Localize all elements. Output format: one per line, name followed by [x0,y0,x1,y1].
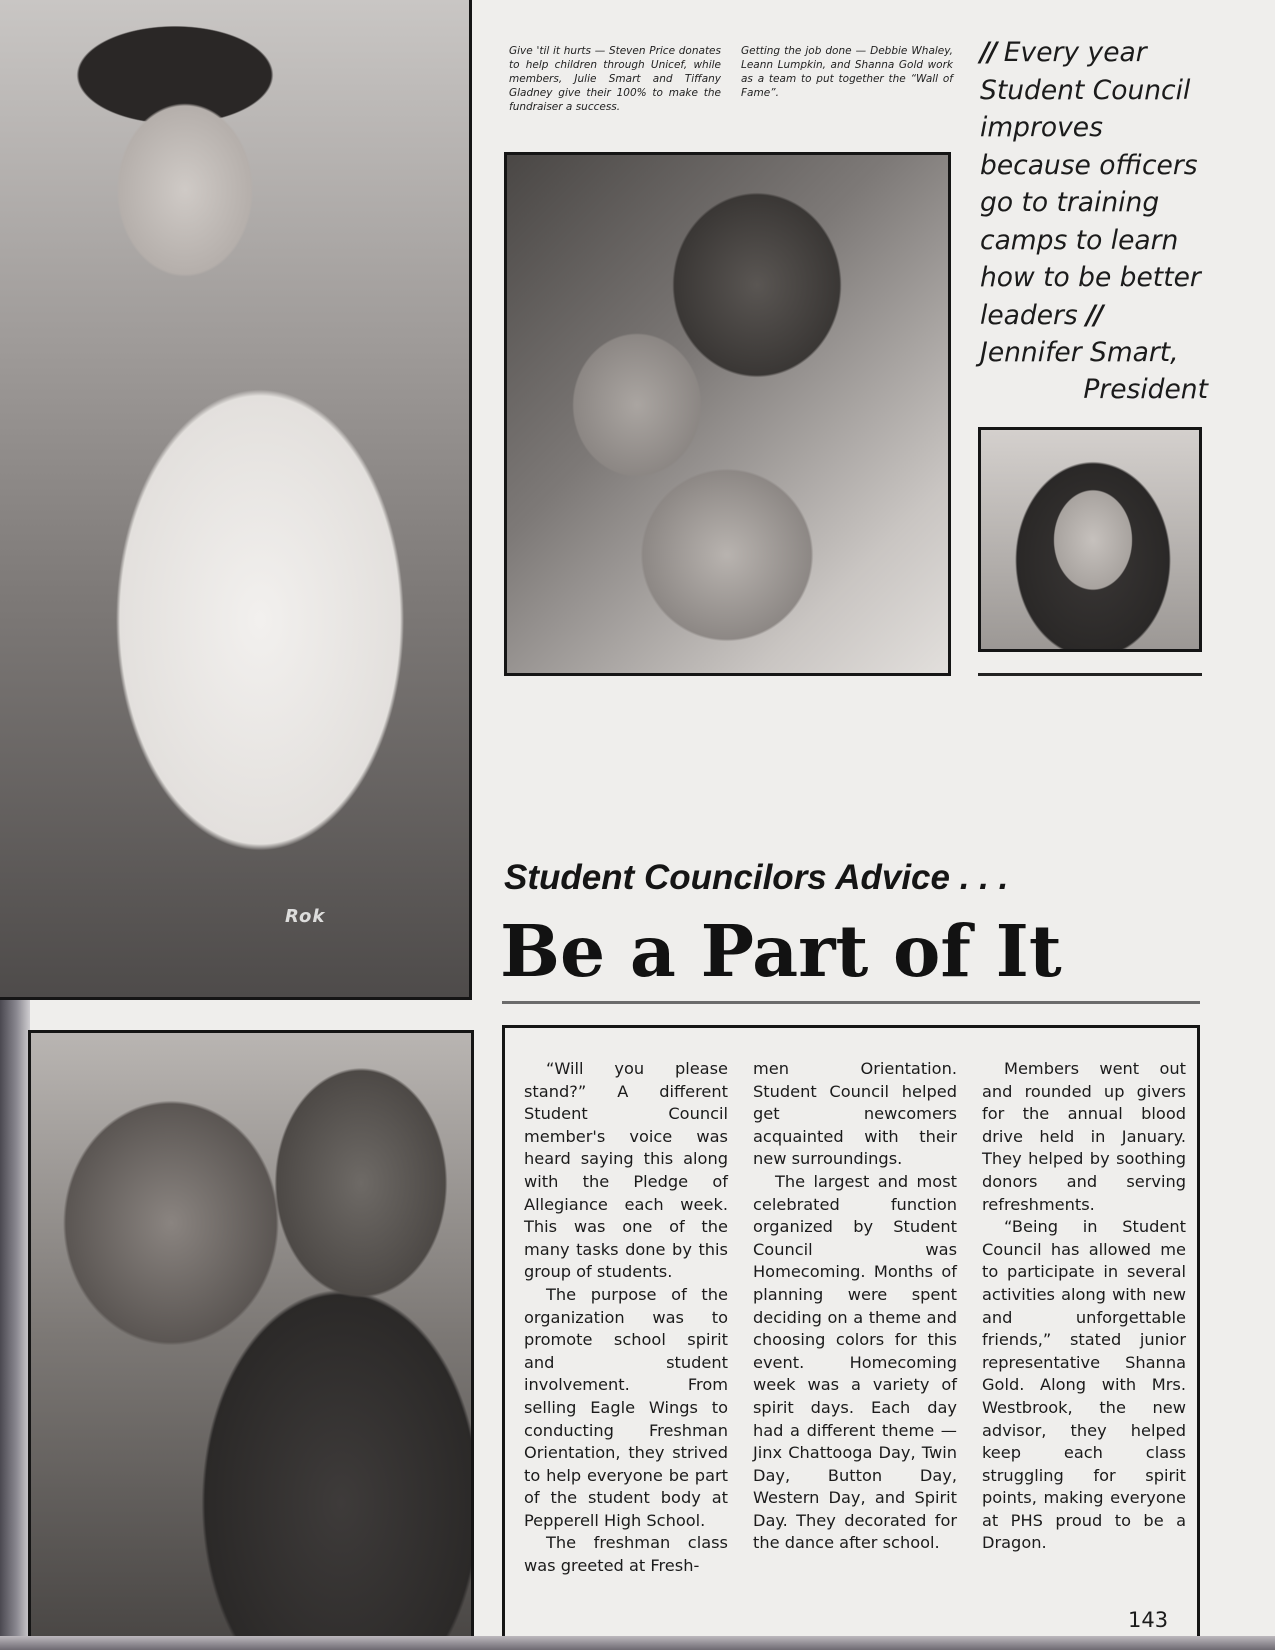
story-column-2 [753,1058,957,1555]
quote-attribution-role: President [1083,374,1208,405]
pull-quote [980,34,1208,334]
story-paragraph: The purpose of the organization was to promote school spirit and student involvement. From selling Eagle Wings to conducting Freshman Orientation, they strived to help everyone be part of the student body at Pepperell High School. [524,1284,728,1530]
story-paragraph: “Will you please stand?” A different Student Council member's voice was heard saying this along with the Pledge of Allegiance each week. This was one of the many tasks done by this group of students. [524,1059,728,1282]
page-bottom-shadow [0,1636,1275,1650]
page-number: 143 [1128,1608,1169,1632]
quote-open-mark: // [980,37,996,68]
story-column-1 [524,1058,728,1578]
shorts-logo: Rok [285,906,326,927]
divider-rule [978,673,1202,676]
photo-student-unicef-donation [0,0,472,1000]
caption-unicef: Give 'til it hurts — Steven Price donates to help children through Unicef, while members, Julie Smart and Tiffany Gladney give their 100% to make the fundraiser a success. [509,45,721,113]
story-paragraph: Members went out and rounded up givers for the annual blood drive held in January. They helped by soothing donors and serving refreshments. [982,1059,1186,1214]
story-paragraph: The largest and most celebrated function organized by Student Council was Homecoming. Months of planning were spent deciding on a theme and choosing colors for this event. Homecoming week was a variety of spirit days. Each day had a different theme — Jinx Chattooga Day, Twin Day, Button Day, Western Day, and Spirit Day. They decorated for the dance after school. [753,1171,957,1553]
photo-two-students [28,1030,474,1640]
quote-attribution-name: Jennifer Smart, [980,337,1179,368]
photo-wall-of-fame-team [504,152,951,676]
story-paragraph: “Being in Student Council has allowed me to participate in several activities along with new and unforgettable friends,” stated junior representative Shanna Gold. Along with Mrs. Westbrook, the new advisor, they helped keep each class struggling for spirit points, making everyone at PHS proud to be a Dragon. [982,1217,1186,1553]
headline-rule [502,1001,1200,1004]
story-paragraph: The freshman class was greeted at Fresh- [524,1533,728,1576]
photo-jennifer-smart-portrait [978,427,1202,652]
quote-attribution [980,334,1208,408]
story-paragraph: men Orientation. Student Council helped get newcomers acquainted with their new surroundings. [753,1059,957,1169]
quote-close-mark: // [1086,299,1102,331]
caption-wall-of-fame: Getting the job done — Debbie Whaley, Leann Lumpkin, and Shanna Gold work as a team to put together the “Wall of Fame”. [741,45,953,99]
quote-text: Every year Student Council improves because officers go to training camps to learn how to be better leaders [980,37,1201,331]
headline-title: Be a Part of It [500,909,1062,993]
headline-kicker: Student Councilors Advice . . . [504,858,1009,897]
story-column-3 [982,1058,1186,1555]
